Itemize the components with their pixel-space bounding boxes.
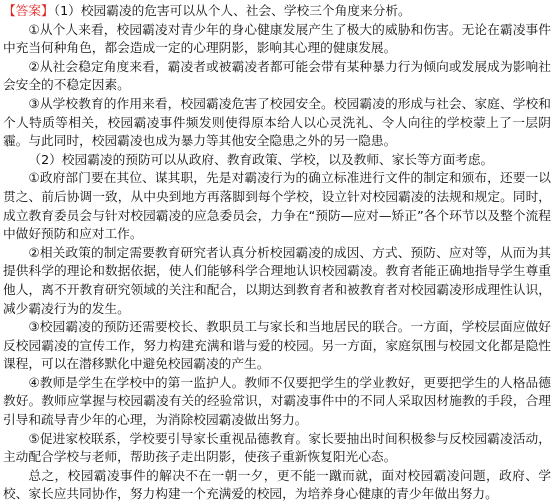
prevention-government-paragraph: ①政府部门要在其位、谋其职，先是对霸凌行为的确立标准进行文件的制定和颁布，还要一以贯之、前后协调一致，从中央到地方再落脚到每个学校，设立针对校园霸凌的法规和规定。同时，成立教育委员会与针对校园霸凌的应急委员会，力争在“预防—应对—矫正”各个环节以及整个流程中做好预防和应对工作。 [3, 170, 551, 242]
prevention-policy-paragraph: ②相关政策的制定需要教育研究者认真分析校园霸凌的成因、方式、预防、应对等，从而为其提供科学的理论和数据依据，使人们能够科学合理地认识校园霸凌。教育者能正确地指导学生尊重他人，离不开教育研究领域的关注和配合，以期达到教育者和被教育者对校园霸凌形成理性认识，减少霸凌行为的发生。 [3, 244, 551, 316]
harm-society-paragraph: ②从社会稳定角度来看，霸凌者或被霸凌者都可能会带有某种暴力行为倾向或发展成为影响社会安全的不稳定因素。 [3, 58, 551, 93]
prevention-teacher-paragraph: ④教师是学生在学校中的第一监护人。教师不仅要把学生的学业教好，更要把学生的人格品德教好。教师应掌握与校园霸凌有关的经验常识，对霸凌事件中的不同人采取因材施教的手段，合理引导和疏导青少年的心理，为消除校园霸凌做出努力。 [3, 374, 551, 428]
part2-heading: （2）校园霸凌的预防可以从政府、教育政策、学校，以及教师、家长等方面考虑。 [28, 151, 494, 167]
prevention-family-paragraph: ⑤促进家校联系，学校要引导家长重视品德教育。家长要抽出时间积极参与反校园霸凌活动，主动配合学校与老师，帮助孩子走出阴影，使孩子重新恢复阳光心态。 [3, 430, 551, 465]
harm-school-paragraph: ③从学校教育的作用来看，校园霸凌危害了校园安全。校园霸凌的形成与社会、家庭、学校和个人特质等相关，校园霸凌事件频发则使得原本给人以心灵洗礼、令人向往的学校蒙上了一层阴霾。与此同时，校园霸凌也成为暴力等其他安全隐患之外的另一隐患。 [3, 95, 551, 149]
harm-individual-paragraph: ①从个人来看，校园霸凌对青少年的身心健康发展产生了极大的威胁和伤害。无论在霸凌事件中充当何种角色，都会造成一定的心理阴影，影响其心理的健康发展。 [3, 21, 551, 56]
answer-tag: 【答案】 [3, 3, 54, 18]
conclusion-paragraph: 总之，校园霸凌事件的解决不在一朝一夕，更不能一蹴而就，面对校园霸凌问题，政府、学校、家长应共同协作，努力构建一个充满爱的校园，为培养身心健康的青少年做出努力。 [3, 467, 551, 502]
prevention-school-paragraph: ③校园霸凌的预防还需要校长、教职员工与家长和当地居民的联合。一方面，学校层面应做好反校园霸凌的宣传工作，努力构建充满和谐与爱的校园。另一方面，家庭氛围与校园文化都是隐性课程，可以在潜移默化中避免校园霸凌的产生。 [3, 319, 551, 372]
part1-heading: （1）校园霸凌的危害可以从个人、社会、学校三个角度来分析。 [53, 3, 411, 18]
answer-heading-paragraph [3, 2, 551, 21]
